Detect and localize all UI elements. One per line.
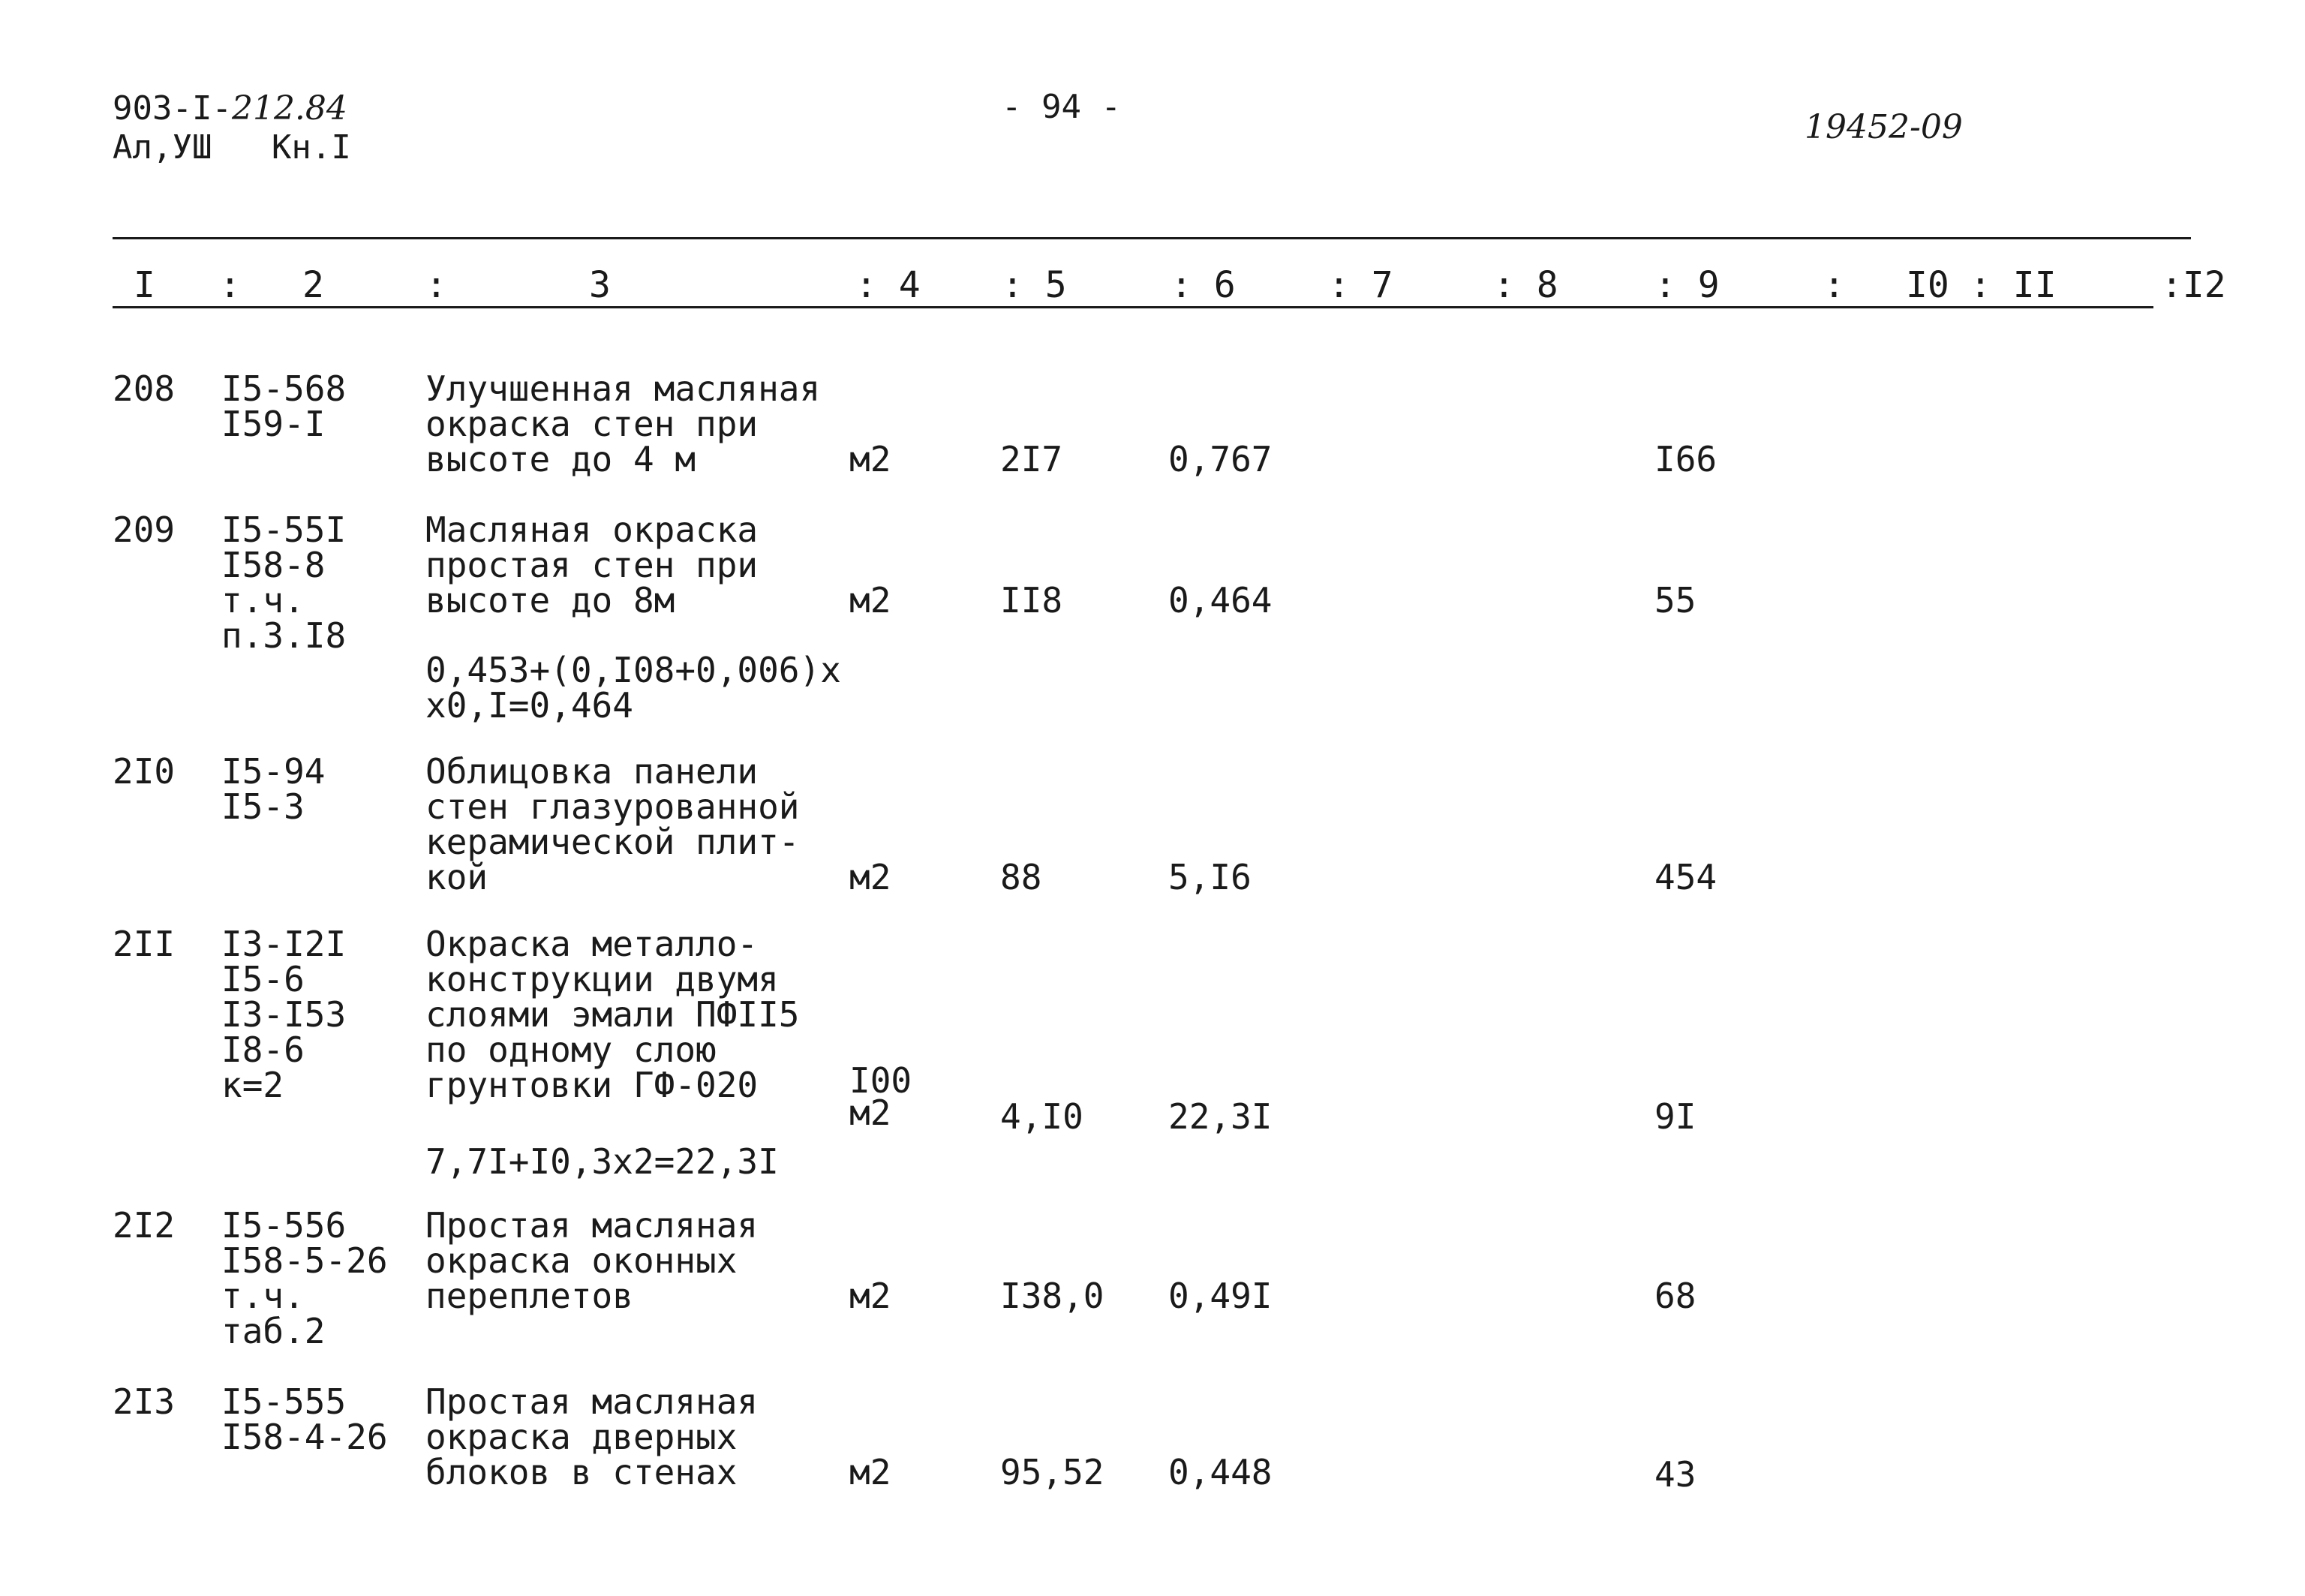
unit-rate: 5,I6 bbox=[1168, 857, 1252, 897]
work-description: Простая масляная окраска дверных блоков в стенах bbox=[425, 1381, 759, 1492]
col-header-1: I bbox=[134, 264, 155, 306]
norm-codes: I3-I2I I5-6 I3-I53 I8-6 к=2 bbox=[221, 924, 347, 1105]
unit: м2 bbox=[849, 580, 891, 621]
code-prefix: 903-I- bbox=[113, 89, 232, 128]
col-header-11: : II bbox=[1970, 264, 2057, 306]
row-number: 2I0 bbox=[113, 751, 176, 792]
col-header-3: 3 bbox=[589, 264, 611, 306]
unit: м2 bbox=[849, 1093, 891, 1133]
unit-rate: 0,448 bbox=[1168, 1452, 1273, 1492]
row-number: 208 bbox=[113, 368, 176, 409]
unit-rate: 0,464 bbox=[1168, 580, 1273, 621]
header-rule bbox=[113, 306, 2153, 308]
work-description: Простая масляная окраска оконных переплетов bbox=[425, 1205, 759, 1316]
row-number: 2I2 bbox=[113, 1205, 176, 1246]
document-code bbox=[113, 90, 347, 128]
work-description: Облицовка панели стен глазурованной керамической плит- кой bbox=[425, 751, 800, 897]
norm-codes: I5-55I I58-8 т.ч. п.3.I8 bbox=[221, 509, 347, 656]
calculation-note: 0,453+(0,I08+0,006)х х0,I=0,464 bbox=[425, 650, 841, 726]
quantity: II8 bbox=[1000, 580, 1063, 621]
work-description: Масляная окраска простая стен при высоте до 8м bbox=[425, 509, 759, 621]
unit-multiplier: I00 bbox=[849, 1060, 912, 1101]
norm-codes: I5-555 I58-4-26 bbox=[221, 1381, 388, 1457]
col-header-9: : 9 bbox=[1654, 264, 1720, 306]
col-header-sep: : bbox=[1823, 264, 1845, 306]
album-book-label: Ал,УШ Кн.I bbox=[113, 128, 351, 167]
row-number: 2I3 bbox=[113, 1381, 176, 1422]
row-number: 2II bbox=[113, 924, 176, 964]
quantity: 4,I0 bbox=[1000, 1096, 1083, 1137]
total: 43 bbox=[1654, 1454, 1696, 1495]
col-header-2: 2 bbox=[302, 264, 324, 306]
col-header-6: : 6 bbox=[1171, 264, 1236, 306]
norm-codes: I5-568 I59-I bbox=[221, 368, 347, 444]
total: 68 bbox=[1654, 1276, 1696, 1316]
page-number: - 94 - bbox=[1002, 88, 1121, 126]
quantity: 2I7 bbox=[1000, 439, 1063, 479]
quantity: 88 bbox=[1000, 857, 1042, 897]
unit-rate: 22,3I bbox=[1168, 1096, 1273, 1137]
col-header-5: : 5 bbox=[1002, 264, 1067, 306]
document-number: 19452-09 bbox=[1805, 108, 1963, 146]
total: 9I bbox=[1654, 1096, 1696, 1137]
col-header-7: : 7 bbox=[1328, 264, 1393, 306]
unit-rate: 0,49I bbox=[1168, 1276, 1273, 1316]
total: 454 bbox=[1654, 857, 1717, 897]
norm-codes: I5-94 I5-3 bbox=[221, 751, 326, 827]
norm-codes: I5-556 I58-5-26 т.ч. таб.2 bbox=[221, 1205, 388, 1351]
col-header-8: : 8 bbox=[1493, 264, 1558, 306]
total: 55 bbox=[1654, 580, 1696, 621]
col-header-sep: : bbox=[219, 264, 241, 306]
unit: м2 bbox=[849, 1276, 891, 1316]
quantity: I38,0 bbox=[1000, 1276, 1104, 1316]
unit: м2 bbox=[849, 857, 891, 897]
work-description: Окраска металло- конструкции двумя слоями эмали ПФII5 по одному слою грунтовки ГФ-020 bbox=[425, 924, 800, 1105]
work-description: Улучшенная масляная окраска стен при высоте до 4 м bbox=[425, 368, 821, 479]
unit: м2 bbox=[849, 439, 891, 479]
unit: м2 bbox=[849, 1452, 891, 1492]
row-number: 209 bbox=[113, 509, 176, 550]
total: I66 bbox=[1654, 439, 1717, 479]
top-rule bbox=[113, 237, 2191, 239]
col-header-4: : 4 bbox=[855, 264, 921, 306]
col-header-12: :I2 bbox=[2161, 264, 2226, 306]
col-header-10: I0 bbox=[1906, 264, 1949, 306]
unit-rate: 0,767 bbox=[1168, 439, 1273, 479]
code-handwritten: 212.84 bbox=[231, 89, 347, 128]
calculation-note: 7,7I+I0,3х2=22,3I bbox=[425, 1141, 779, 1182]
quantity: 95,52 bbox=[1000, 1452, 1104, 1492]
col-header-sep: : bbox=[425, 264, 447, 306]
